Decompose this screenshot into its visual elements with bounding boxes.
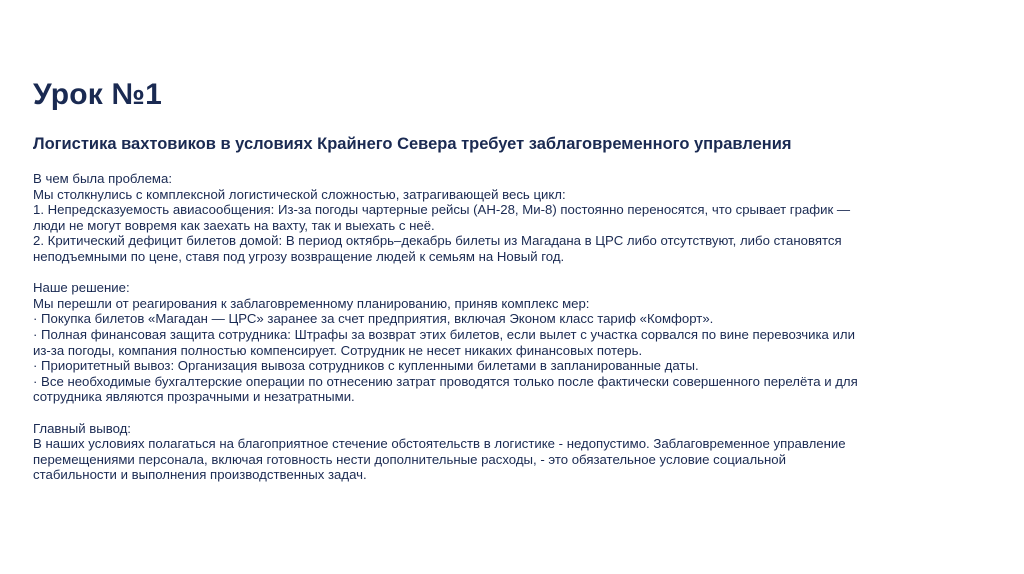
solution-heading: Наше решение: <box>33 280 130 296</box>
problem-line: неподъемными по цене, ставя под угрозу возвращение людей к семьям на Новый год. <box>33 248 565 264</box>
solution-line: · Покупка билетов «Магадан — ЦРС» заранее за счет предприятия, включая Эконом класс тариф «Комфорт». <box>33 311 714 327</box>
solution-line: Мы перешли от реагирования к заблаговременному планированию, приняв комплекс мер: <box>33 295 590 311</box>
problem-line: люди не могут вовремя как заехать на вахту, так и выехать с неё. <box>33 217 435 233</box>
solution-line: · Полная финансовая защита сотрудника: Штрафы за возврат этих билетов, если вылет с участка сорвался по вине перевозчика или <box>33 326 855 342</box>
conclusion-section <box>33 421 988 483</box>
solution-line: сотрудника являются прозрачными и незатратными. <box>33 389 355 405</box>
conclusion-heading: Главный вывод: <box>33 420 131 436</box>
conclusion-line: В наших условиях полагаться на благоприятное стечение обстоятельств в логистике - недопустимо. Заблаговременное управление <box>33 436 846 452</box>
section-spacer <box>33 265 988 281</box>
problem-line: 1. Непредсказуемость авиасообщения: Из-за погоды чартерные рейсы (АН-28, Ми-8) постоянно переносятся, что срывает график — <box>33 202 851 218</box>
solution-section <box>33 280 988 405</box>
slide-subtitle: Логистика вахтовиков в условиях Крайнего Севера требует заблаговременного управления <box>33 135 792 153</box>
problem-line: Мы столкнулись с комплексной логистической сложностью, затрагивающей весь цикл: <box>33 186 566 202</box>
solution-line: из-за погоды, компания полностью компенсирует. Сотрудник не несет никаких финансовых потерь. <box>33 342 643 358</box>
section-spacer <box>33 405 988 421</box>
conclusion-line: перемещениями персонала, включая готовность нести дополнительные расходы, - это обязательное условие социальной <box>33 451 786 467</box>
problem-line: 2. Критический дефицит билетов домой: В период октябрь–декабрь билеты из Магадана в ЦРС либо отсутствуют, либо становятся <box>33 233 842 249</box>
problem-heading: В чем была проблема: <box>33 171 172 186</box>
problem-section <box>33 171 988 265</box>
solution-line: · Приоритетный вывоз: Организация вывоза сотрудников с купленными билетами в запланированные даты. <box>33 358 699 374</box>
conclusion-line: стабильности и выполнения производственных задач. <box>33 467 367 483</box>
slide-body <box>33 171 988 483</box>
solution-line: · Все необходимые бухгалтерские операции по отнесению затрат проводятся только после фактически совершенного перелёта и для <box>33 373 858 389</box>
slide-title: Урок №1 <box>33 78 163 111</box>
